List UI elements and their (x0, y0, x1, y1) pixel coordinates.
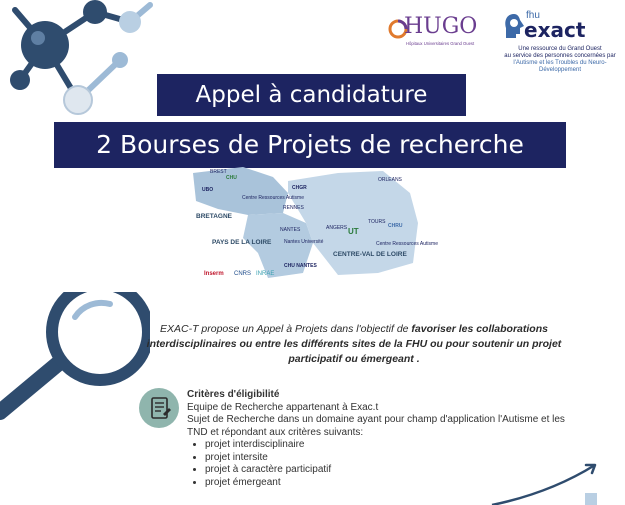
fhu-tagline-2: au service des personnes concernées par (504, 53, 616, 59)
intro-emphasis: favoriser les collaborations interdisciplinaires ou entre les différents sites de la FHU ou pour soutenir un projet participatif ou émergeant . (146, 323, 562, 365)
molecule-decoration (0, 0, 160, 140)
site-orleans: ORLEANS (378, 177, 402, 183)
head-profile-icon (502, 12, 526, 40)
criteria-item: • projet à caractère participatif (205, 464, 567, 477)
region-bretagne: BRETAGNE (196, 213, 232, 220)
inst-inrae: INRAE (256, 271, 275, 277)
criteria-item: • projet intersite (205, 452, 567, 465)
inst-cra-bretagne: Centre Ressources Autisme (242, 195, 304, 201)
growth-arrow-icon (490, 455, 625, 505)
inst-chu-brest: CHU (226, 175, 237, 181)
fhu-tagline-1: Une ressource du Grand Ouest (518, 46, 602, 52)
fhu-name: exact (524, 18, 586, 42)
inst-chu-nantes: CHU NANTES (284, 263, 317, 269)
inst-cra-centre: Centre Ressources Autisme (376, 241, 438, 247)
inst-ut: UT (348, 227, 359, 236)
inst-cnrs: CNRS (234, 271, 252, 277)
inst-chgr: CHGR (292, 185, 307, 191)
site-angers: ANGERS (326, 225, 348, 231)
hugo-logo (388, 12, 478, 52)
hugo-name: HUGO (404, 14, 478, 39)
inst-ubo: UBO (202, 187, 214, 193)
inst-nantes-universite: Nantes Université (284, 239, 324, 245)
magnifier-icon (0, 292, 150, 432)
inst-inserm: Inserm (204, 271, 224, 277)
criteria-item: • projet interdisciplinaire (205, 439, 567, 452)
criteria-line-2: Sujet de Recherche dans un domaine ayant pour champ d'application l'Autisme et les TND et répondant aux critères suivants: (187, 414, 565, 438)
fhu-tagline-3: l'Autisme et les Troubles du Neuro-Développement (513, 60, 607, 73)
sites-map (188, 163, 438, 288)
criteria-line-1: Equipe de Recherche appartenant à Exac.t (187, 401, 379, 413)
hugo-subtitle: Hôpitaux Universitaires Grand Ouest (406, 41, 475, 46)
intro-text: EXAC-T propose un Appel à Projets dans l'objectif de (160, 323, 412, 335)
fhu-small-label: fhu (526, 10, 540, 21)
site-brest: BREST (210, 169, 227, 175)
criteria-icon (139, 388, 179, 428)
checklist-icon (139, 388, 179, 428)
title-appel: Appel à candidature (157, 74, 466, 116)
title-bourses: 2 Bourses de Projets de recherche (54, 122, 566, 168)
site-rennes: RENNES (283, 205, 304, 211)
region-centre-val-de-loire: CENTRE-VAL DE LOIRE (333, 251, 407, 258)
fhu-exact-logo (500, 8, 620, 78)
intro-paragraph (140, 322, 568, 367)
region-pays-de-la-loire: PAYS DE LA LOIRE (212, 239, 272, 246)
site-nantes: NANTES (280, 227, 301, 233)
criteria-heading: Critères d'éligibilité (187, 389, 280, 400)
inst-chru: CHRU (388, 223, 403, 229)
site-tours: TOURS (368, 219, 386, 225)
criteria-item: • projet émergeant (205, 477, 567, 490)
